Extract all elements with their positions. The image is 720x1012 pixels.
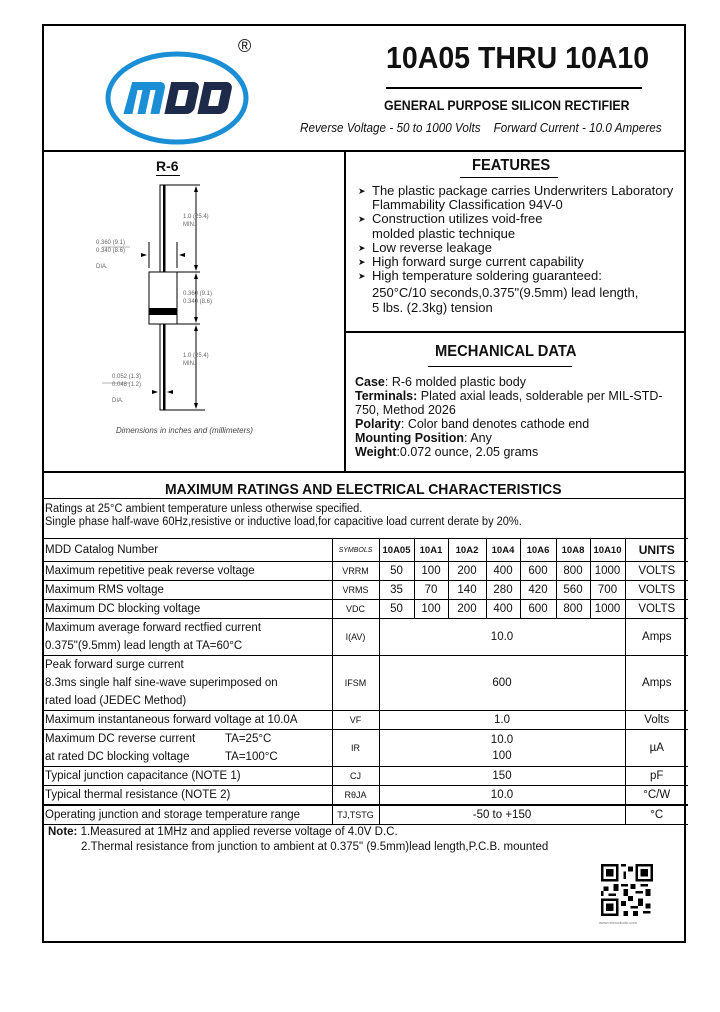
- feature-detail: 250°C/10 seconds,0.375"(9.5mm) lead length, 5 lbs. (2.3kg) tension: [372, 285, 639, 315]
- part-header: 10A10: [590, 539, 625, 562]
- table-row: [42, 562, 688, 581]
- row-symbol: IFSM: [332, 656, 379, 711]
- row-symbol: VF: [332, 711, 379, 730]
- row-value: 700: [590, 581, 625, 600]
- row-value: 280: [486, 581, 520, 600]
- row-value: 140: [448, 581, 486, 600]
- row-desc: Peak forward surge current 8.3ms single half sine-wave superimposed on rated load (JEDEC Method): [42, 656, 332, 711]
- mech-row-terminals: Terminals: Plated axial leads, solderable per MIL-STD-750, Method 2026: [355, 389, 663, 417]
- row-symbol: RθJA: [332, 786, 379, 806]
- dim-lead-length-top: 1.0 (25.4) MIN.: [183, 214, 209, 228]
- row-unit: Volts: [625, 711, 688, 730]
- spec-summary: Reverse Voltage - 50 to 1000 Volts Forward Current - 10.0 Amperes: [300, 120, 662, 135]
- part-header: 10A6: [520, 539, 556, 562]
- row-value: 100: [414, 600, 448, 619]
- part-header: 10A05: [379, 539, 414, 562]
- arrow-bullet-icon: ➤: [358, 271, 366, 282]
- row-symbol: CJ: [332, 767, 379, 786]
- row-value: 800: [556, 562, 590, 581]
- mechanical-underline: [428, 366, 572, 367]
- note-2: 2.Thermal resistance from junction to ambient at 0.375" (9.5mm)lead length,P.C.B. mounted: [81, 841, 549, 853]
- row-symbol: VRMS: [332, 581, 379, 600]
- row-unit: µA: [625, 730, 688, 767]
- row-desc: Maximum average forward rectfied current 0.375"(9.5mm) lead length at TA=60°C: [42, 619, 332, 656]
- feature-item: ➤ The plastic package carries Underwriters Laboratory Flammability Classification 94V-0: [358, 183, 674, 213]
- feature-item: ➤ Construction utilizes void-free molded plastic technique: [358, 211, 543, 241]
- row-value: 200: [448, 600, 486, 619]
- row-desc: Typical thermal resistance (NOTE 2): [42, 786, 332, 806]
- features-list: [358, 184, 688, 315]
- arrow-bullet-icon: ➤: [358, 186, 366, 196]
- table-row: [42, 730, 688, 767]
- divider: [344, 331, 684, 333]
- page-title: 10A05 THRU 10A10: [386, 40, 650, 75]
- dim-body-length: 0.360 (9.1) 0.340 (8.6): [183, 291, 213, 305]
- dim-lead-dia: 0.052 (1.3) 0.048 (1.2) DIA.: [112, 374, 142, 404]
- row-value: 1.0: [379, 711, 625, 730]
- table-row: [42, 767, 688, 786]
- dimensions-note: Dimensions in inches and (millimeters): [116, 426, 253, 435]
- row-unit: °C/W: [625, 786, 688, 806]
- row-value: 1000: [590, 562, 625, 581]
- dim-lead-length-bottom: 1.0 (25.4) MIN.: [183, 353, 209, 367]
- row-value: 35: [379, 581, 414, 600]
- row-value: 50: [379, 562, 414, 581]
- row-desc: Maximum instantaneous forward voltage at 10.0A: [42, 711, 332, 730]
- mechanical-title: MECHANICAL DATA: [435, 343, 577, 360]
- row-desc: Typical junction capacitance (NOTE 1): [42, 767, 332, 786]
- units-header: UNITS: [625, 539, 688, 562]
- part-header: 10A1: [414, 539, 448, 562]
- row-symbol: VRRM: [332, 562, 379, 581]
- row-value: 1000: [590, 600, 625, 619]
- row-value: 10.0 100: [379, 730, 625, 767]
- row-symbol: IR: [332, 730, 379, 767]
- row-unit: VOLTS: [625, 581, 688, 600]
- ratings-conditions: Ratings at 25°C ambient temperature unless otherwise specified. Single phase half-wave 60Hz,resistive or inductive load,for capacitive load current derate by 20%.: [45, 503, 522, 528]
- row-value: 50: [379, 600, 414, 619]
- part-header: 10A8: [556, 539, 590, 562]
- ratings-title: MAXIMUM RATINGS AND ELECTRICAL CHARACTERISTICS: [165, 481, 562, 498]
- mech-row-polarity: Polarity: Color band denotes cathode end: [355, 417, 590, 431]
- table-row: [42, 600, 688, 619]
- row-symbol: I(AV): [332, 619, 379, 656]
- row-value: 150: [379, 767, 625, 786]
- mdd-logo-icon: [105, 50, 250, 146]
- mech-row-mounting: Mounting Position: Any: [355, 431, 492, 445]
- arrow-bullet-icon: ➤: [358, 214, 366, 225]
- divider: [344, 150, 346, 472]
- row-unit: Amps: [625, 656, 688, 711]
- mech-row-case: Case: R-6 molded plastic body: [355, 375, 526, 389]
- row-desc: Operating junction and storage temperature range: [42, 805, 332, 825]
- row-desc: Maximum DC blocking voltage: [42, 600, 332, 619]
- row-desc: Maximum repetitive peak reverse voltage: [42, 562, 332, 581]
- row-symbol: VDC: [332, 600, 379, 619]
- qr-caption: www.microdiode.com: [599, 920, 637, 925]
- feature-item: ➤ High temperature soldering guaranteed:: [358, 268, 602, 284]
- table-header-row: [42, 539, 688, 562]
- arrow-bullet-icon: ➤: [358, 242, 366, 253]
- row-value: 400: [486, 600, 520, 619]
- features-underline: [460, 177, 558, 178]
- ratings-table: [42, 538, 688, 825]
- mechanical-data: [355, 375, 685, 459]
- row-value: 600: [379, 656, 625, 711]
- table-row: [42, 581, 688, 600]
- row-value: 420: [520, 581, 556, 600]
- row-desc: Maximum DC reverse current TA=25°C at rated DC blocking voltage TA=100°C: [42, 730, 332, 767]
- divider: [42, 498, 684, 499]
- note-1: 1.Measured at 1MHz and applied reverse voltage of 4.0V D.C.: [80, 826, 398, 838]
- table-row: [42, 805, 688, 825]
- row-value: 600: [520, 562, 556, 581]
- part-header: 10A4: [486, 539, 520, 562]
- notes: [48, 825, 548, 855]
- row-symbol: TJ,TSTG: [332, 805, 379, 825]
- table-row: [42, 619, 688, 656]
- row-value: -50 to +150: [379, 805, 625, 825]
- divider: [42, 150, 684, 152]
- row-value: 10.0: [379, 619, 625, 656]
- package-name: R-6: [156, 158, 179, 174]
- title-underline: [386, 87, 642, 89]
- row-unit: Amps: [625, 619, 688, 656]
- divider: [42, 471, 684, 473]
- row-value: 600: [520, 600, 556, 619]
- feature-item: ➤ High forward surge current capability: [358, 254, 584, 270]
- table-row: [42, 786, 688, 806]
- table-row: [42, 711, 688, 730]
- features-title: FEATURES: [472, 157, 551, 174]
- arrow-bullet-icon: ➤: [358, 257, 366, 268]
- row-value: 200: [448, 562, 486, 581]
- symbols-header: SYMBOLS: [332, 539, 379, 562]
- qr-code-icon: [601, 864, 653, 916]
- row-value: 800: [556, 600, 590, 619]
- row-value: 70: [414, 581, 448, 600]
- registered-mark: ®: [238, 36, 252, 56]
- row-unit: VOLTS: [625, 562, 688, 581]
- feature-item: ➤ Low reverse leakage: [358, 239, 492, 255]
- row-desc: Maximum RMS voltage: [42, 581, 332, 600]
- dim-body-dia: 0.360 (9.1) 0.340 (8.6) DIA.: [96, 240, 126, 270]
- mech-row-weight: Weight:0.072 ounce, 2.05 grams: [355, 445, 539, 459]
- row-unit: VOLTS: [625, 600, 688, 619]
- row-unit: °C: [625, 805, 688, 825]
- table-row: [42, 656, 688, 711]
- row-unit: pF: [625, 767, 688, 786]
- row-value: 10.0: [379, 786, 625, 806]
- part-header: 10A2: [448, 539, 486, 562]
- notes-label: Note:: [48, 826, 78, 838]
- catalog-header: MDD Catalog Number: [42, 539, 332, 562]
- subtitle: GENERAL PURPOSE SILICON RECTIFIER: [384, 97, 630, 113]
- package-underline: [156, 175, 180, 176]
- row-value: 560: [556, 581, 590, 600]
- row-value: 100: [414, 562, 448, 581]
- row-value: 400: [486, 562, 520, 581]
